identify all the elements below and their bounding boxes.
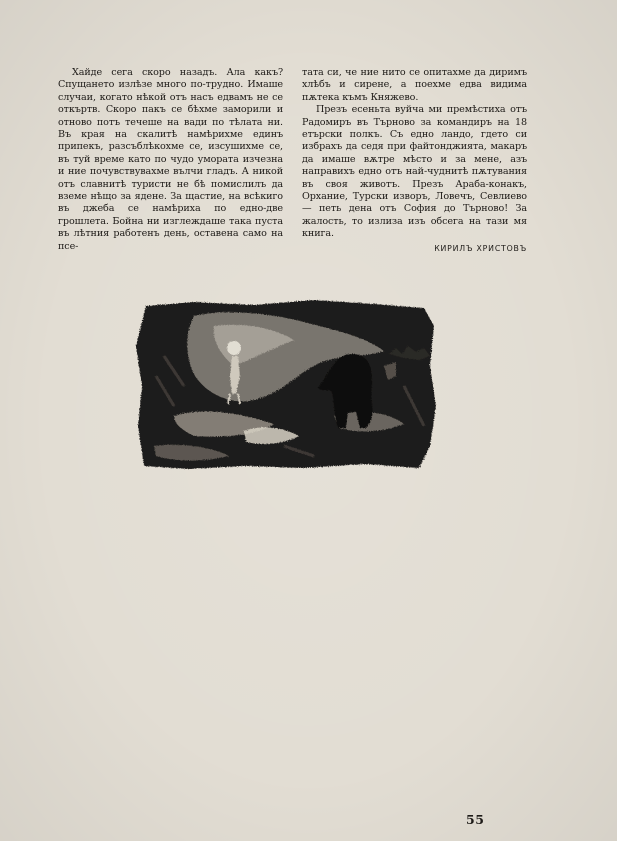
right-text-column [302, 67, 527, 255]
page-number: 55 [466, 812, 485, 827]
paragraph-return-journey: Хайде сега скоро назадъ. Ала какъ? Спущането излѣзе много по-трудно. Имаше случаи, когато нѣкой отъ насъ едвамъ не се откъртв. Скоро пакъ се бѣхме заморили и отново потъ течеше на вади по тѣлата ни. Въ края на скалитѣ намѣрихме единъ припекъ, разсъблѣкохме се, изсушихме се, въ туй време като по чудо умората изчезна и ние почувствувахме вълчи гладъ. А никой отъ славнитѣ туристи не бѣ помислилъ да вземе нѣщо за ядене. За щастие, на всѣкиго въ джеба се намѣриха по едно-две грошлета. Бойна ни изглеждаше така пуста въ лѣтния работенъ день, оставена само на псе- [58, 67, 283, 252]
left-text-column [58, 67, 283, 253]
paragraph-autumn-trip: Презъ есеньта вуйча ми премѣстиха отъ Радомиръ въ Търново за командиръ на 18 етърски полкъ. Съ едно ландо, гдето си избрахъ да седя при файтонджията, макаръ да имаше вѫтре мѣсто и за мене, азъ направихъ едно отъ най-чуднитѣ пѫтувания въ своя животъ. Презъ Араба-конакъ, Орхание, Турски изворъ, Ловечъ, Севлиево — петь дена отъ София до Търново! За жалость, то излиза изъ обсега на тази мя книга. [302, 104, 527, 240]
paragraph-continuation: тата си, че ние нито се опитахме да диримъ хлѣбъ и сирене, а поехме едва видима пѫтека къмъ Княжево. [302, 67, 527, 103]
ink-illustration [134, 296, 445, 472]
author-signature: КИРИЛЪ ХРИСТОВЪ [434, 243, 527, 253]
